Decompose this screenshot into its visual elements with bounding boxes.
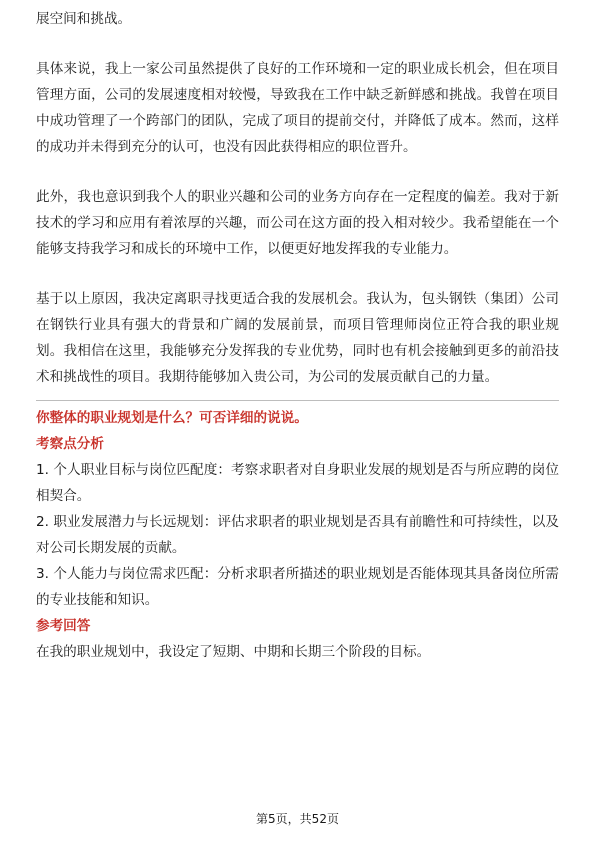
answer-heading: 参考回答 [36, 618, 91, 634]
section-divider [36, 400, 559, 401]
paragraph-decision: 基于以上原因，我决定离职寻找更适合我的发展机会。我认为，包头钢铁（集团）公司在钢铁行业具有强大的背景和广阔的发展前景，而项目管理师岗位正符合我的职业规划。我相信在这里，我能够充分发挥我的专业优势，同时也有机会接触到更多的前沿技术和挑战性的项目。我期待能够加入贵公司，为公司的发展贡献自己的力量。 [36, 291, 559, 385]
answer-text: 在我的职业规划中，我设定了短期、中期和长期三个阶段的目标。 [36, 644, 431, 660]
interview-question: 你整体的职业规划是什么？可否详细的说说。 [36, 410, 308, 426]
analysis-heading: 考察点分析 [36, 436, 104, 452]
analysis-item: 3. 个人能力与岗位需求匹配：分析求职者所描述的职业规划是否能体现其具备岗位所需的专业技能和知识。 [36, 566, 559, 608]
document-content [36, 6, 559, 665]
analysis-item: 2. 职业发展潜力与长远规划：评估求职者的职业规划是否具有前瞻性和可持续性，以及对公司长期发展的贡献。 [36, 514, 559, 556]
page-number: 第5页，共52页 [256, 812, 339, 826]
paragraph-continuation: 展空间和挑战。 [36, 11, 132, 27]
analysis-item: 1. 个人职业目标与岗位匹配度：考察求职者对自身职业发展的规划是否与所应聘的岗位相契合。 [36, 462, 559, 504]
paragraph-interest: 此外，我也意识到我个人的职业兴趣和公司的业务方向存在一定程度的偏差。我对于新技术的学习和应用有着浓厚的兴趣，而公司在这方面的投入相对较少。我希望能在一个能够支持我学习和成长的环境中工作，以便更好地发挥我的专业能力。 [36, 189, 559, 257]
paragraph-details: 具体来说，我上一家公司虽然提供了良好的工作环境和一定的职业成长机会，但在项目管理方面，公司的发展速度相对较慢，导致我在工作中缺乏新鲜感和挑战。我曾在项目中成功管理了一个跨部门的团队，完成了项目的提前交付，并降低了成本。然而，这样的成功并未得到充分的认可，也没有因此获得相应的职位晋升。 [36, 61, 559, 155]
